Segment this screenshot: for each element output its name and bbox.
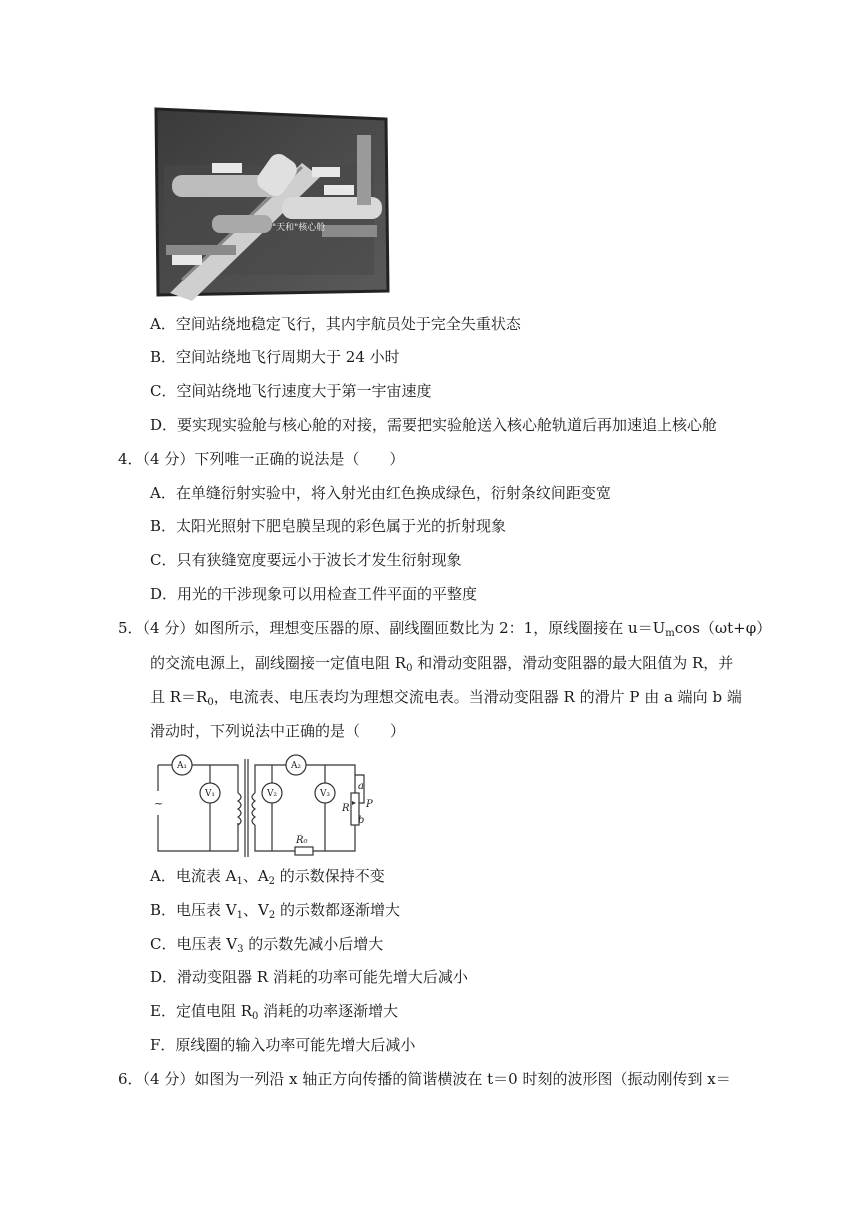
q6-stem: 6．（4 分）如图为一列沿 x 轴正方向传播的简谐横波在 t＝0 时刻的波形图（振动刚传到 x＝ (118, 1070, 731, 1088)
core-module-label: "天和"核心舱 (272, 223, 326, 233)
terminal-b-label: b (358, 815, 365, 826)
q5-option-a: A．电流表 $A_1$、$A_2$ 的示数保持不变 (150, 867, 385, 887)
q4-option-a: A．在单缝衍射实验中，将入射光由红色换成绿色，衍射条纹间距变宽 (150, 484, 611, 502)
q4-option-b: B．太阳光照射下肥皂膜呈现的彩色属于光的折射现象 (150, 517, 507, 535)
resistor-r0-label: R₀ (296, 835, 308, 846)
q5-option-b: B．电压表 $V_1$、$V_2$ 的示数都逐渐增大 (150, 901, 400, 921)
q5-option-c: C．电压表 $V_3$ 的示数先减小后增大 (150, 935, 384, 955)
q3-option-c: C．空间站绕地飞行速度大于第一宇宙速度 (150, 382, 432, 400)
q5-option-d: D．滑动变阻器 R 消耗的功率可能先增大后减小 (150, 968, 468, 986)
voltmeter-v2-label: V₂ (266, 789, 278, 799)
q4-option-c: C．只有狭缝宽度要远小于波长才发生衍射现象 (150, 551, 462, 569)
terminal-a-label: a (358, 781, 364, 792)
q5-option-f: F．原线圈的输入功率可能先增大后减小 (150, 1036, 416, 1054)
q4-stem: 4．（4 分）下列唯一正确的说法是（ ） (118, 450, 405, 468)
space-station-image (152, 105, 390, 301)
voltmeter-v3-label: V₃ (319, 789, 331, 799)
ac-source-symbol: ~ (154, 797, 164, 810)
resistor-r-label: R (342, 803, 350, 814)
q5-stem-line-3: 且 $R=R_0$，电流表、电压表均为理想交流电表。当滑动变阻器 R 的滑片 P 由 a 端向 b 端 (150, 688, 742, 708)
q3-option-b: B．空间站绕地飞行周期大于 24 小时 (150, 348, 400, 366)
q3-option-d: D．要实现实验舱与核心舱的对接，需要把实验舱送入核心舱轨道后再加速追上核心舱 (150, 416, 718, 434)
q3-option-a: A．空间站绕地稳定飞行，其内宇航员处于完全失重状态 (150, 315, 521, 333)
ammeter-a2-label: A₂ (290, 761, 302, 771)
ammeter-a1-label: A₁ (176, 761, 188, 771)
slider-p-label: P (366, 799, 373, 810)
transformer-circuit-diagram (150, 753, 375, 865)
q4-option-d: D．用光的干涉现象可以用检查工件平面的平整度 (150, 585, 478, 603)
q5-stem-line-2: 的交流电源上，副线圈接一定值电阻 $R_0$ 和滑动变阻器，滑动变阻器的最大阻值为 R，并 (150, 654, 734, 674)
voltmeter-v1-label: V₁ (204, 789, 216, 799)
q5-stem-line-1: 5．（4 分）如图所示，理想变压器的原、副线圈匝数比为 2：1，原线圈接在 $u=U_m\cos(\omega t+\varphi)$ (118, 619, 772, 639)
q5-option-e: E．定值电阻 $R_0$ 消耗的功率逐渐增大 (150, 1002, 399, 1022)
q5-stem-line-4: 滑动时，下列说法中正确的是（ ） (150, 722, 406, 740)
